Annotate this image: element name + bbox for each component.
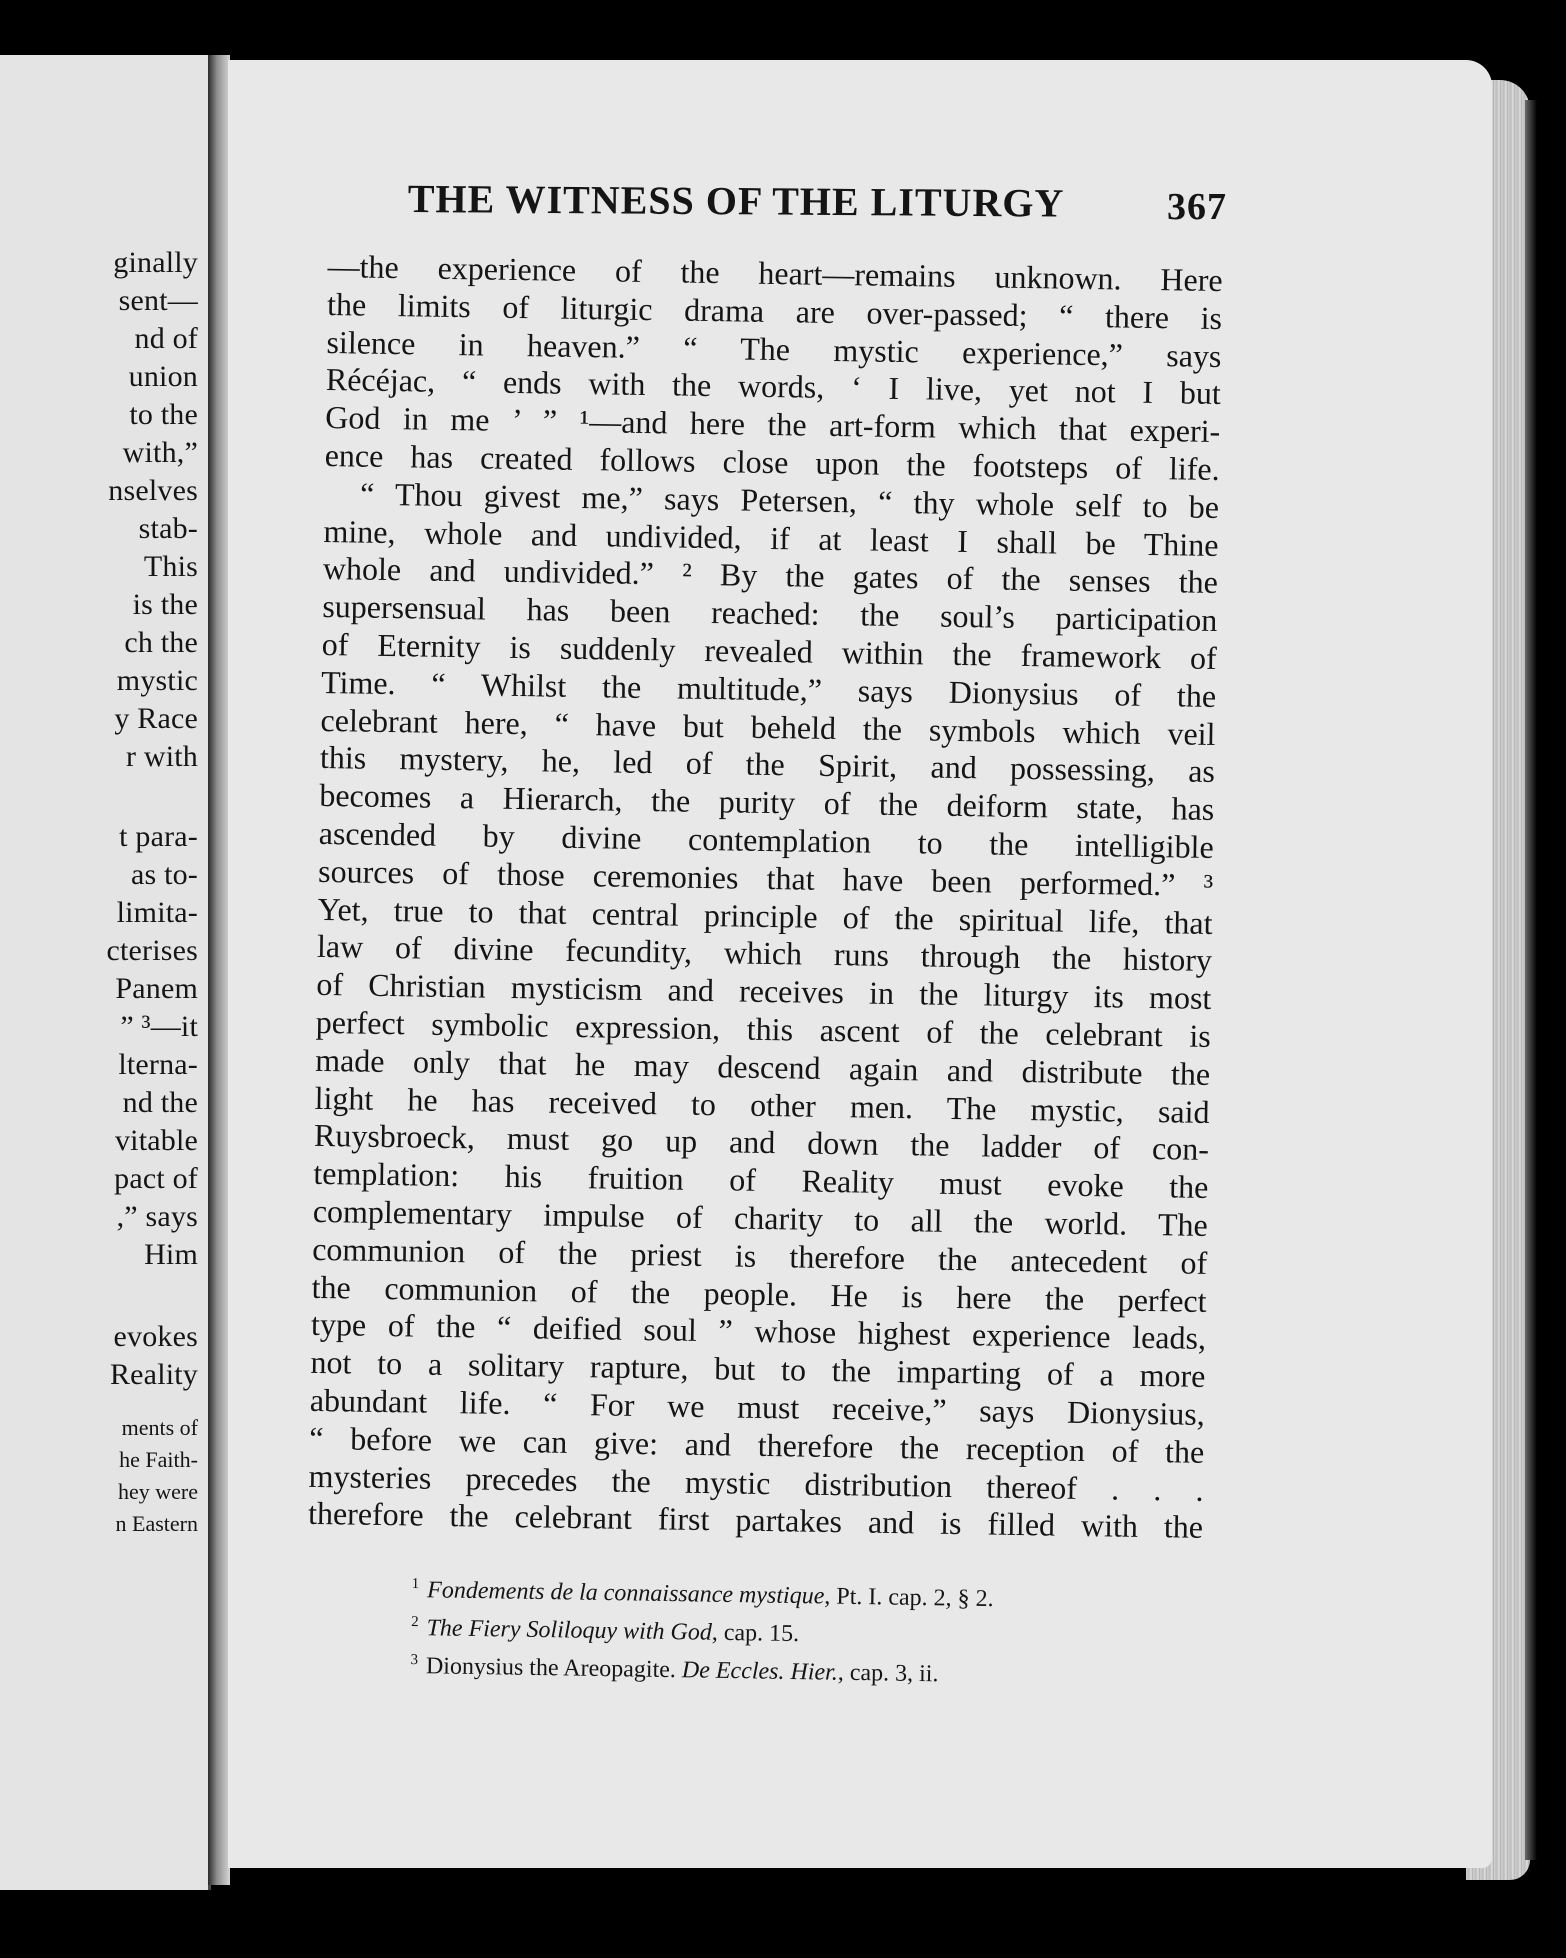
text-line: law of divine fecundity, which runs through the history — [316, 928, 1213, 979]
left-page-line: Reality — [109, 1358, 198, 1391]
left-page-line: ginally — [113, 246, 198, 279]
text-line: complementary impulse of charity to all the world. The — [312, 1192, 1209, 1243]
text-line: abundant life. “ For we must receive,” says Dionysius, — [309, 1381, 1206, 1432]
left-page-line: nselves — [108, 474, 198, 507]
text-line: —the experience of the heart—remains unknown. Here — [327, 248, 1223, 299]
left-page-line: ” ³—it — [120, 1010, 198, 1043]
text-line: “ Thou givest me,” says Petersen, “ thy whole self to be — [359, 475, 1220, 525]
text-line: becomes a Hierarch, the purity of the deiform state, has — [319, 777, 1215, 828]
page-number: 367 — [1167, 186, 1227, 228]
running-head: THE WITNESS OF THE LITURGY — [407, 175, 1065, 226]
text-line: Time. “ Whilst the multitude,” says Dionysius of the — [320, 663, 1217, 714]
text-line: ence has created follows close upon the footsteps of life. — [324, 436, 1220, 488]
text-line: made only that he may descend again and distribute the — [314, 1041, 1211, 1092]
left-page-line: with,” — [122, 436, 198, 469]
page-edges-shadow — [1525, 100, 1537, 1860]
text-line: God in me ’ ” ¹—and here the art-form which that experi- — [325, 399, 1221, 450]
text-line: this mystery, he, led of the Spirit, and possessing, as — [319, 739, 1216, 790]
left-page-line: stab- — [138, 512, 198, 545]
left-page-line: r with — [125, 740, 198, 773]
left-page-line: y Race — [114, 702, 198, 735]
text-line: mine, whole and undivided, if at least I shall be Thine — [323, 512, 1219, 563]
left-page-line: Panem — [115, 972, 198, 1005]
footnote-title: The Fiery Soliloquy with God — [426, 1615, 713, 1646]
footnote-title: Fondements de la connaissance mystique — [426, 1577, 825, 1610]
text-line: perfect symbolic expression, this ascent of the celebrant is — [315, 1003, 1212, 1054]
body-text — [308, 248, 1223, 1547]
left-page-line: Him — [144, 1238, 198, 1271]
left-page-line: limita- — [116, 896, 198, 929]
text-line: sources of those ceremonies that have been performed.” ³ — [317, 852, 1214, 903]
text-line: of Christian mysticism and receives in the liturgy its most — [316, 966, 1212, 1017]
text-line: communion of the priest is therefore the antecedent of — [311, 1230, 1208, 1281]
left-page-note-line: hey were — [117, 1479, 198, 1504]
left-page-line: lterna- — [118, 1048, 198, 1081]
text-line: not to a solitary rapture, but to the imparting of a more — [310, 1343, 1206, 1395]
text-line: templation: his fruition of Reality must evoke the — [313, 1155, 1209, 1206]
left-page-line: union — [128, 360, 198, 393]
left-page-line: ch the — [124, 626, 198, 659]
text-line: Yet, true to that central principle of the spiritual life, that — [317, 890, 1213, 941]
text-line: Ruysbroeck, must go up and down the ladder of con- — [313, 1117, 1210, 1168]
text-line: silence in heaven.” “ The mystic experience,” says — [326, 323, 1222, 374]
left-page-line: is the — [132, 588, 198, 621]
text-line: supersensual has been reached: the soul’s participation — [322, 588, 1218, 639]
footnote-author: Dionysius the Areopagite. — [425, 1653, 683, 1684]
left-page-line: t para- — [119, 820, 198, 853]
left-page-line: as to- — [130, 858, 198, 891]
text-line: of Eternity is suddenly revealed within the framework of — [321, 625, 1217, 676]
left-page-note-line: ments of — [121, 1415, 198, 1440]
left-page-line: sent— — [118, 284, 198, 317]
footnote-marker: 3 — [410, 1651, 419, 1669]
left-page-line: pact of — [114, 1162, 198, 1195]
left-page-line: vitable — [114, 1124, 198, 1157]
footnotes — [410, 1568, 994, 1691]
left-page-note-line: he Faith- — [119, 1447, 198, 1472]
previous-page-fragment — [0, 55, 211, 1890]
left-page-line: to the — [129, 398, 198, 431]
text-line: light he has received to other men. The mystic, said — [314, 1079, 1210, 1130]
left-page-line: evokes — [113, 1320, 198, 1353]
left-page-line: mystic — [116, 664, 198, 697]
footnote-citation: , cap. 15. — [711, 1619, 800, 1648]
footnote-title: De Eccles. Hier. — [681, 1657, 839, 1686]
text-line: the communion of the people. He is here the perfect — [311, 1268, 1207, 1319]
left-page-line: This — [143, 550, 198, 583]
footnote-marker: 2 — [411, 1613, 419, 1631]
left-page-line: cterises — [106, 934, 198, 967]
text-line: therefore the celebrant first partakes and is filled with the — [307, 1495, 1204, 1546]
text-line: ascended by divine contemplation to the intelligible — [318, 814, 1214, 865]
left-page-line: ,” says — [116, 1200, 198, 1233]
left-page-note-line: n Eastern — [115, 1511, 198, 1536]
text-line: Récéjac, “ ends with the words, ‘ I live, yet not I but — [325, 361, 1222, 412]
text-line: whole and undivided.” ² By the gates of the senses the — [322, 550, 1219, 601]
text-line: mysteries precedes the mystic distribution thereof . . . — [308, 1457, 1204, 1508]
text-line: the limits of liturgic drama are over-passed; “ there is — [326, 285, 1223, 336]
text-line: “ before we can give: and therefore the reception of the — [309, 1419, 1205, 1470]
footnote-citation: , cap. 3, ii. — [837, 1659, 939, 1688]
footnote-marker: 1 — [411, 1575, 420, 1593]
left-page-line: nd the — [122, 1086, 198, 1119]
book-gutter — [208, 55, 230, 1885]
footnote-citation: , Pt. I. cap. 2, § 2. — [824, 1583, 994, 1613]
text-line: celebrant here, “ have but beheld the symbols which veil — [320, 701, 1216, 752]
left-page-line: nd of — [134, 322, 198, 355]
text-line: type of the “ deified soul ” whose highest experience leads, — [310, 1306, 1207, 1357]
